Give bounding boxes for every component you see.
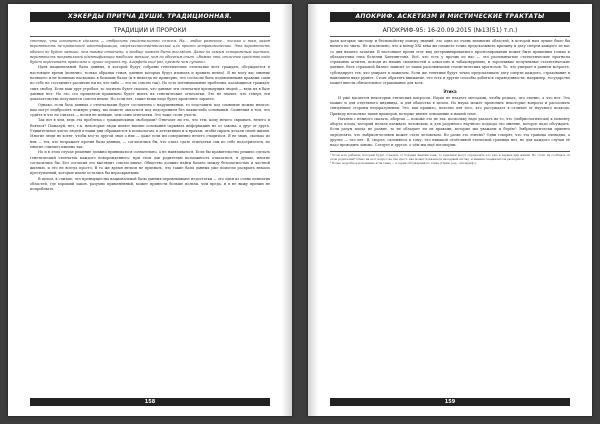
left-page xyxy=(8,4,292,416)
left-running-head: ХЭКЕРДЫ ПРИТЧА ДУШИ. ТРАДИЦИОННАЯ. xyxy=(30,12,270,22)
left-section-title: ТРАДИЦИИ И ПРОРОКИ xyxy=(30,25,270,37)
footnote-1: ¹ Если есть ребёнок, который будет страдать от болезни Хантингтона, то генетики могут определить это уже в первые дни жизни. Но стоит ли сообщать об этом родителям? Ответ на этот вопрос не так прост, как может показаться на первый взгляд, и мнения специалистов расходятся. xyxy=(330,152,570,161)
right-body-text xyxy=(330,39,570,386)
left-paragraph-4: Так вот в чем, ведь эта проблема с гражданскими свободами? Отвечает ли это, что тем, кому нечего скрывать, нечего и бояться? Пожалуй, нет, т.к. некоторые люди имеют вполне основания скрывать информацию не от закона, а друг от друга. Удивительное число людей в наши дни обращаются к психологам, к детективам и к врачам, чтобы скрыть детали своей жизни. Многие люди не хотят, чтобы кто-то другой знал о них — даже если им совершенно нечего стыдиться. Я не знаю, сколько из них — тех, кто возражает против базы данных, — согласились бы, что отказ сдать отпечатки сам по себе подозрителен, но многие считают именно так. xyxy=(30,118,270,149)
left-body-text xyxy=(30,39,270,386)
left-paragraph-2: Идея национальной базы данных, в которой будут собраны генетические отпечатки всех граждан, обсуждается в настоящее время (конечно, только образцы генов, данные которых будут изымать и хранить вечно). Я не могу вас мнение возящего и не понимаю насколько в больших базах (и я никогда не примерно, что согласие быть подавленными правами сами по себе не составляет различие ни на что-либо — это не совсем так). Но есть потенциальные проблемы, касающиеся граждан-ских свобод. Если ваш друг угробил, то логично будет сказать, что данные эти отпечатки предыдущих людей — ведь их в базе данных нет. Но это сто процентов правильно будет иметь их генетические отпечатки. Это не значит, что теперь эти доказательства получаются совсем иначе. Но если нет, такие вещи надо будет прояснять заранее. xyxy=(30,65,270,102)
left-paragraph-5: Но и в этом случае решение должно приниматься сознательно, а не навязываться. Если бы правительство решило сделать генетический отпечаток каждого новорожденного, при этом дав родителям возможность отказаться, я думаю, многие согласились бы. Без согласия это выглядит совсем иначе. Общество должно найти баланс между безопасностью и частной жизнью, и это не всегда просто. В то же время нельзя не признать, что такие базы данных уже помогли раскрыть немало преступлений, которые иначе остались бы нераскрытыми. xyxy=(30,150,270,176)
left-paragraph-6: В целом, я считаю, что преимущества национальной базы данных перевешивают недостатки — это один из очень немногих областей, где хороший закон, разумно применённый, может принести больше пользы, чем вреда, и я не вижу причин не попробовать. xyxy=(30,176,270,192)
left-paragraph-1: стеннее, что останется сделать — отбросить свидетельство со-всем. На... любое рамочное... только и там, какая вероятность не-правильной идентификации, сверхъестественнические или просто астрономические. Эта вероятность обычно не будет меньше, чем также отмечено, и вообще может быть выглядит. Даже по самым осторожным оценкам, вероятность неправильной идентификации наиболее меньше, чем по обычным опыт. «Важно что, отличное средство надо будет перечитать правильно и лучше изучить ту. Агерфеда ещё раз, прежде чем судить». xyxy=(30,39,270,65)
left-paragraph-3: Однако, если база данных с отпечатками будет составлена с нарушениями, то подставить под сомнение можно многое: вам могут подбросить ложную улику, вы можете оказаться под подозрением без каких-либо оснований. Сомнения в том, что судить и что не считать — почти не меньше, чем сами отпечатки. Это тоже стоит учесть. xyxy=(30,102,270,118)
footnotes xyxy=(330,151,570,165)
right-paragraph-3: Начнем с немного сказать, абортах — похоже это не так, поскольку надо указать на то, что (эмбриологически) к моменту аборта плода, который нельзя называть человеком, и для разумного научного подхода это мнение, которое надо обсуждать. Если разум плода не развит, то не обладает ли он правами, которые мы уважаем и берём? Эмбриологически принято определять, что эмбрион-человек может стать человеком. Но разве это этично? Одни говорят, что эта граница очевидна, а другие — что нет. Я, скорее, склоняюсь к тому, что никакой отчётливой этической границы нет, но для каждого случая её надо проводить заново. Следует и другое, о чём мы ещё поговорим. xyxy=(330,116,570,148)
right-footer-band xyxy=(330,398,570,406)
footnote-2: ² Более подробное изложение этой темы — в серии обсуждений по этике (Прим. ред. «Апокриф»). xyxy=(330,160,477,165)
left-footer-band xyxy=(30,398,270,406)
left-page-number: 158 xyxy=(139,398,161,406)
ethics-heading: Этика xyxy=(443,88,457,94)
right-page xyxy=(308,4,592,416)
right-paragraph-1: дали которые чистому и беспокойству поиску знаний: это одна из очень немногих областей, в которой нам лучше было бы ничего не знать. Не исключено, что к концу XXI века вы сможете точно предсказывать причину и дату смерти каждого из вас со дня нашего зачатия. В настоящее время этот вид детерминированного прогнозирования может быть применим только к обладателям гена болезни Хантингтона. Всё, что есть у прочих из нас — это расплывчатые статистические прогнозы страховых агентов, исходя из наших склонностей к алкоголю и табакокурению, и торопливые полученные статистические данные. Весь страховой бизнес зависит от таких расплывчатых статистических прогнозов. То, что умирает в раннем возрасте, субсидирует тех, кто умирает в пожилом. Если же генетики будут точно предсказывать дату смерти каждого, страхование в нынешнем виде рухнет. Стоит обратить внимание, что есть и другие способы добиться справедливости, например, государство может ввести обязательное страхование для всех. xyxy=(330,39,570,86)
right-running-head: АПОКРИФ. АСКЕТИЗМ И МИСТИЧЕСКИЕ ТРАКТАТЫ xyxy=(330,12,570,22)
right-page-number: 159 xyxy=(439,398,461,406)
right-paragraph-2: И уже касаются некоторых этических вопросов. Наука не владеет методами, чтобы решать, что этично, а что нет. Это можно и для отдельного индивида, и для общества в целом. Но наука может прояснить некоторые вопросы и распознать связующие стороны недоразумения. Это, как правило, полезно для того, кто рассуждает в отличие от научного подхода. Приведу несколько таких примеров, которые имеют отношение к нашей теме. xyxy=(330,95,570,116)
right-section-title: АПОКРИФ-95: 16-20.09.2015 (№13(51) т.п.) xyxy=(330,25,570,37)
